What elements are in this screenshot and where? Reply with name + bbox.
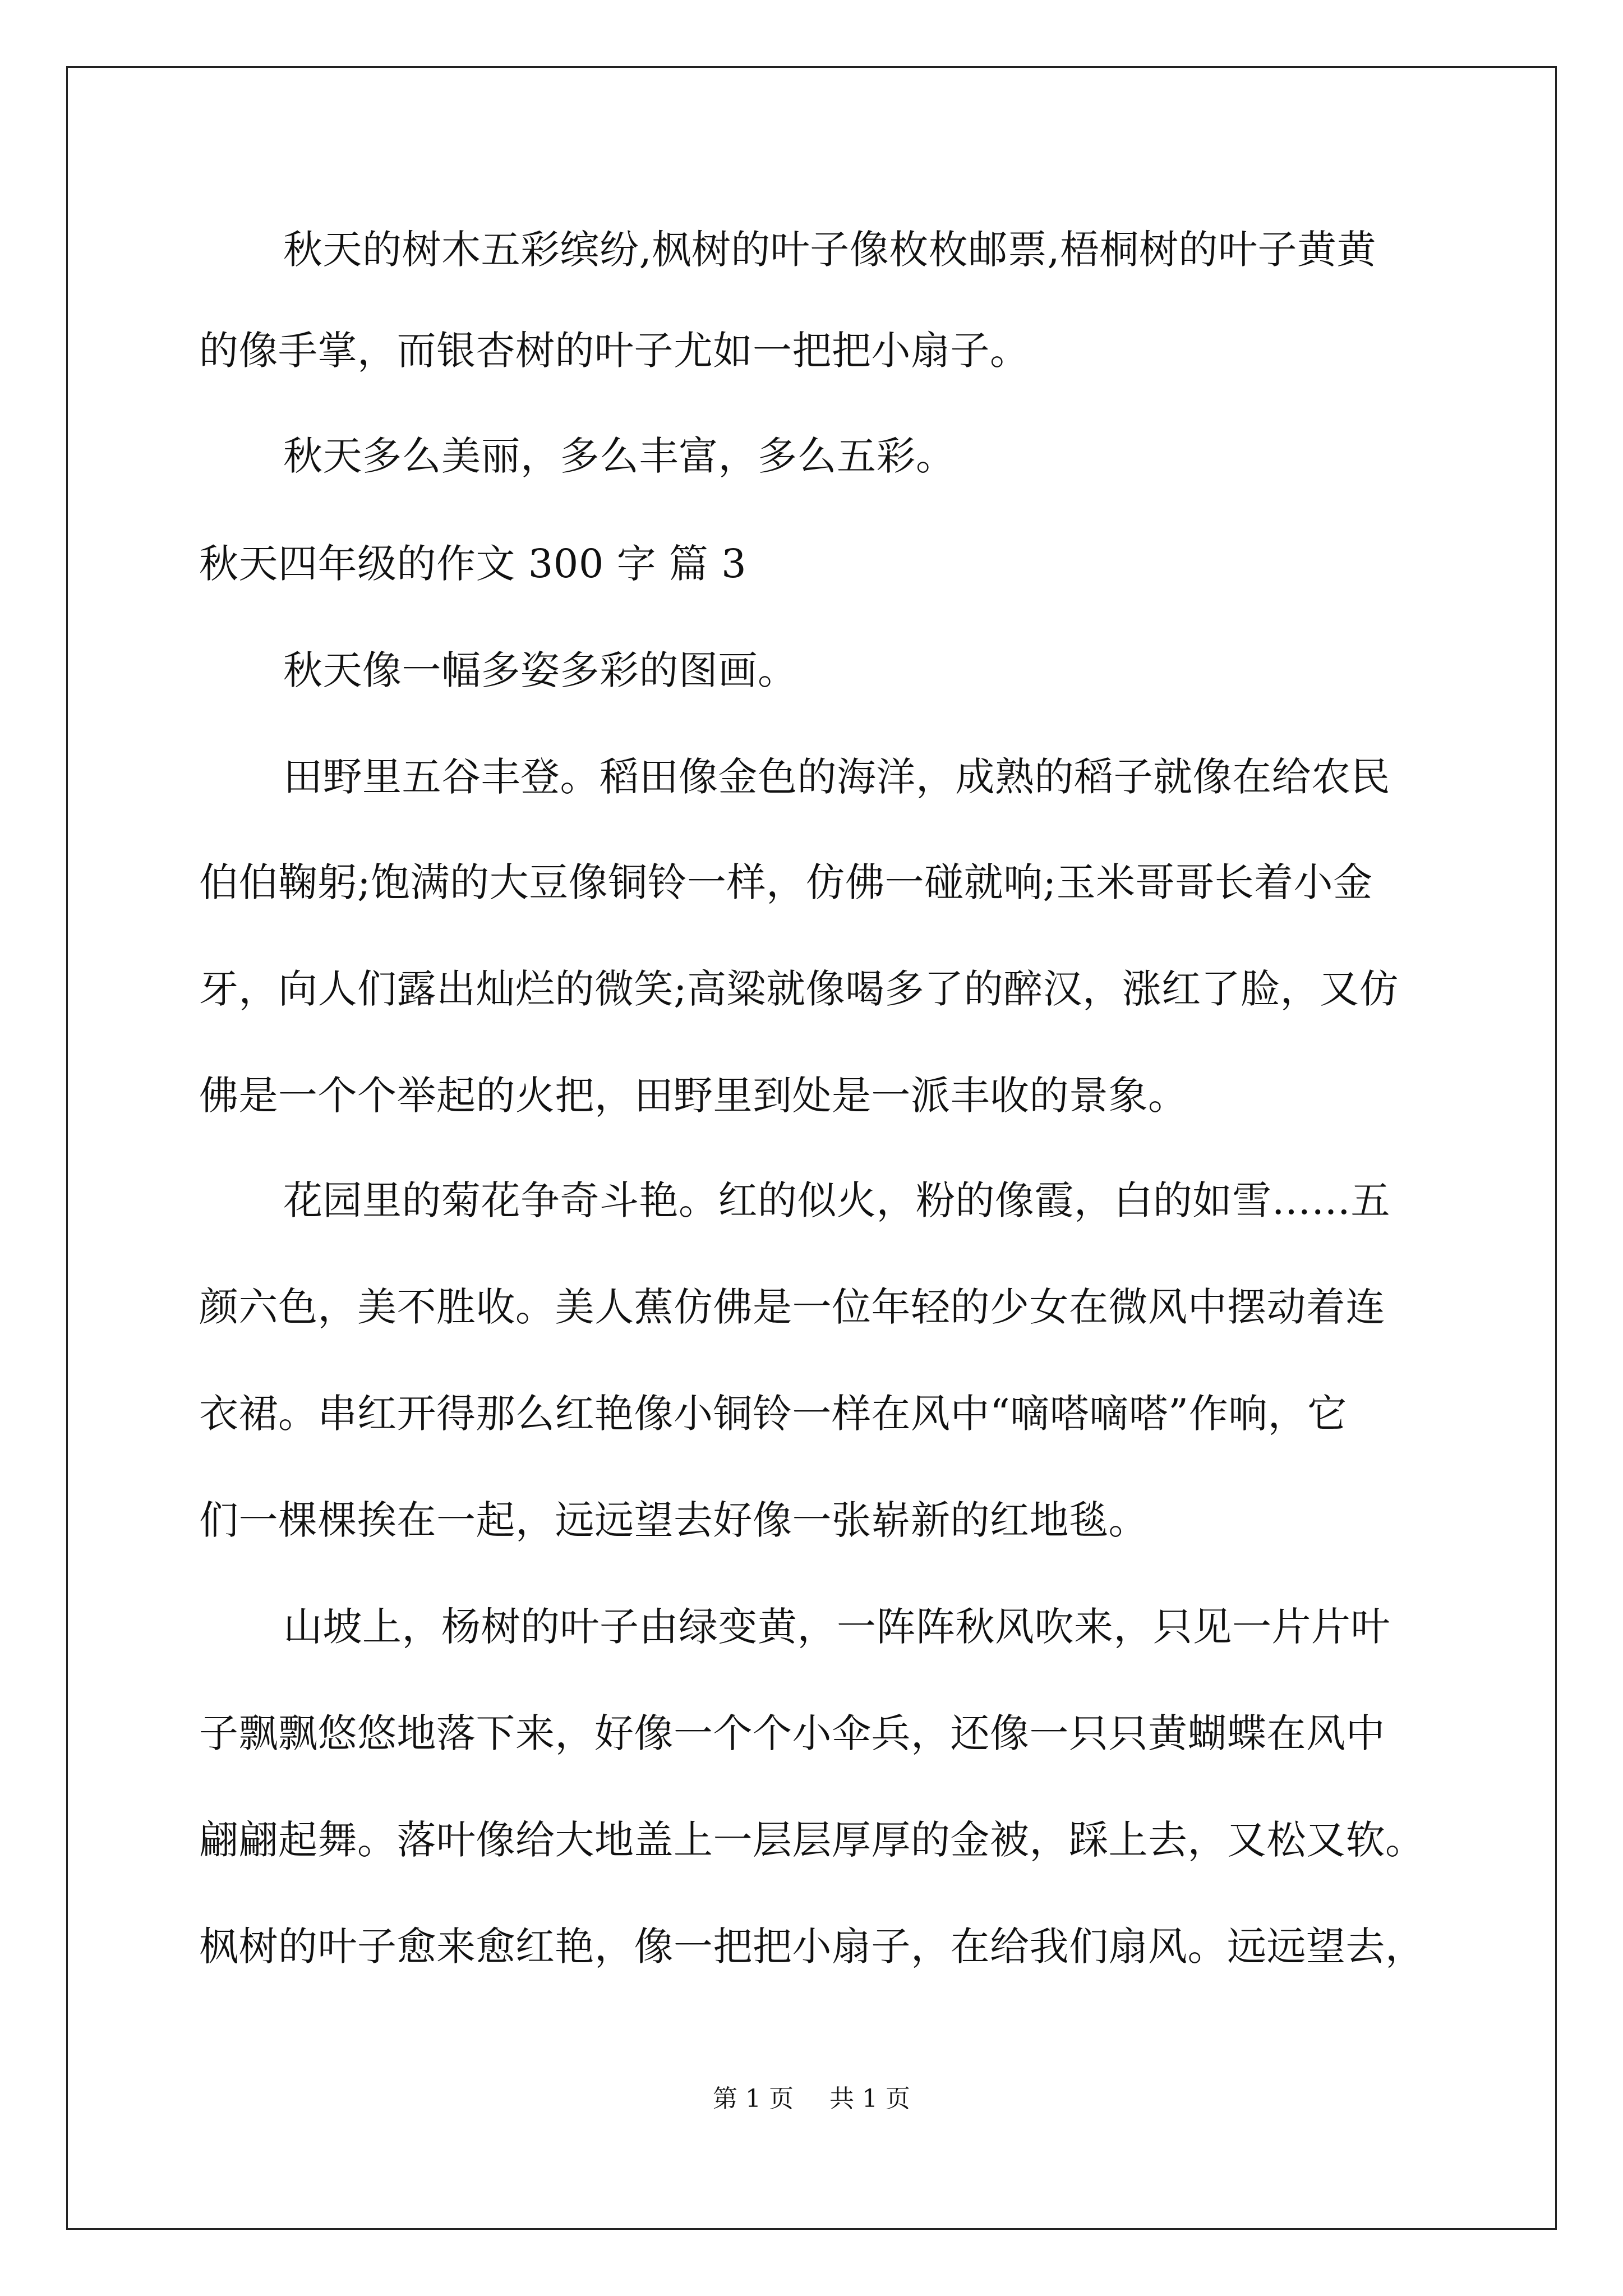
body-line: 牙，向人们露出灿烂的微笑;高粱就像喝多了的醉汉，涨红了脸，又仿 [199,966,1399,1012]
body-line: 翩翩起舞。落叶像给大地盖上一层层厚厚的金被，踩上去，又松又软。 [199,1817,1425,1863]
body-line: 秋天像一幅多姿多彩的图画。 [283,647,797,693]
body-line: 田野里五谷丰登。稻田像金色的海洋，成熟的稻子就像在给农民 [283,754,1390,800]
body-line: 衣裙。串红开得那么红艳像小铜铃一样在风中“嘀嗒嘀嗒”作响，它 [199,1391,1347,1437]
body-line: 子飘飘悠悠地落下来，好像一个个小伞兵，还像一只只黄蝴蝶在风中 [199,1710,1385,1756]
page-border [66,66,1557,2230]
body-line: 佛是一个个举起的火把，田野里到处是一派丰收的景象。 [199,1073,1188,1119]
body-line: 枫树的叶子愈来愈红艳，像一把把小扇子，在给我们扇风。远远望去， [199,1924,1425,1970]
page-footer [0,2082,1623,2116]
section-heading: 秋天四年级的作文 300 字 篇 3 [199,541,747,587]
body-line: 秋天多么美丽，多么丰富，多么五彩。 [283,433,956,479]
body-line: 秋天的树木五彩缤纷,枫树的叶子像枚枚邮票,梧桐树的叶子黄黄 [283,227,1377,273]
body-line: 花园里的菊花争奇斗艳。红的似火，粉的像霞，白的如雪……五 [283,1177,1390,1223]
body-line: 伯伯鞠躬;饱满的大豆像铜铃一样，仿佛一碰就响;玉米哥哥长着小金 [199,859,1373,905]
body-line: 的像手掌，而银杏树的叶子尤如一把把小扇子。 [199,328,1030,374]
body-line: 山坡上，杨树的叶子由绿变黄，一阵阵秋风吹来，只见一片片叶 [283,1604,1390,1650]
page-number: 第 1 页 [713,2085,794,2113]
page-total: 共 1 页 [829,2085,910,2113]
body-line: 们一棵棵挨在一起，远远望去好像一张崭新的红地毯。 [199,1497,1148,1543]
body-line: 颜六色，美不胜收。美人蕉仿佛是一位年轻的少女在微风中摆动着连 [199,1284,1385,1330]
